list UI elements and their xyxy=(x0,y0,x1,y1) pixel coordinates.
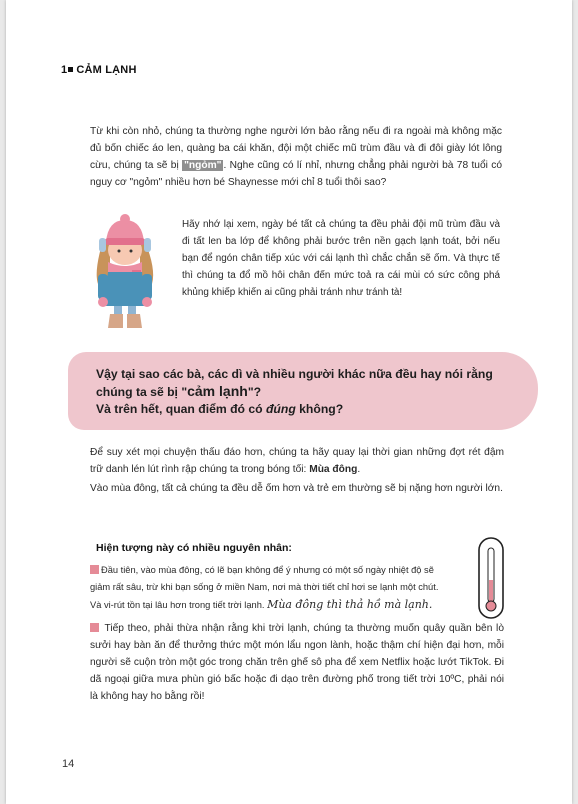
thermometer-icon xyxy=(476,536,506,620)
callout-line-1: Vậy tại sao các bà, các dì và nhiều người khác nữa đều hay nói rằng xyxy=(96,367,493,381)
cause-second: Tiếp theo, phải thừa nhận rằng khi trời lạnh, chúng ta thường muốn quây quần bên lò sưởi hay bàn ăn để thưởng thức một món lẩu ngon lành, hoặc thậm chí hiện đại hơn, mỗi người sẽ cuộn tròn một góc trong chăn trên ghế sô pha để xem Netflix hoặc lướt TikTok. Đi dã ngoại giữa mưa phùn gió bấc hoặc đi dạo trên đường phố trong tiết trời 10ºC, phải nói là không hay ho bằng rồi! xyxy=(90,623,504,702)
handwritten-note: Mùa đông thì thả hồ mà lạnh. xyxy=(267,598,433,611)
causes-heading: Hiện tượng này có nhiều nguyên nhân: xyxy=(96,542,292,554)
chapter-number: 1 xyxy=(61,64,68,76)
second-paragraph: Hãy nhớ lại xem, ngày bé tất cả chúng ta đều phải đội mũ trùm đầu và đi tất len ba lớp để không phải bước trên nền gạch lạnh toát, bởi nếu bạn để ngón chân tiếp xúc với cái lạnh thì chắc chắn sẽ ốm. Và thực tế thì chúng ta đổ mồ hôi chân đến mức toả ra cái mùi có sức công phá khủng khiếp khiến ai cũng phải tránh như tránh tà! xyxy=(182,219,500,298)
chapter-title: CẢM LẠNH xyxy=(76,64,137,76)
callout-question xyxy=(96,366,536,418)
paragraph-sick: Vào mùa đông, tất cả chúng ta đều dễ ốm hơn và trẻ em thường sẽ bị nặng hơn người lớn. xyxy=(90,483,503,494)
callout-emphasis: cảm lạnh xyxy=(187,383,248,399)
page-number: 14 xyxy=(62,758,75,770)
paragraph-winter: Để suy xét mọi chuyện thấu đáo hơn, chúng ta hãy quay lại thời gian những đợt rét đậm trữ danh lén lút rình rập chúng ta trong bóng tối: Mùa đông. xyxy=(90,447,504,475)
cause-first: Đầu tiên, vào mùa đông, có lẽ bạn không để ý nhưng có một số ngày nhiệt độ sẽ giảm rất sâu, trừ khi bạn sống ở miền Nam, nơi mà thời tiết chỉ hơi se lạnh một chút. Và vi-rút tồn tại lâu hơn trong tiết trời lạnh. Mùa đông thì thả hồ mà lạnh. xyxy=(90,565,439,611)
chapter-heading xyxy=(61,64,137,76)
winter-bold: Mùa đông xyxy=(309,464,358,475)
pink-bullet-icon xyxy=(90,623,99,632)
intro-paragraph xyxy=(90,123,502,191)
intro-text: Từ khi còn nhỏ, chúng ta thường nghe người lớn bảo rằng nếu đi ra ngoài mà không mặc đủ bốn chiếc áo len, quàng ba cái khăn, đội một chiếc mũ trùm đầu và đi đôi giày lót lông cừu, chúng ta sẽ bị xyxy=(90,126,502,171)
book-page xyxy=(6,0,572,804)
square-bullet-icon xyxy=(68,67,73,72)
highlighted-word: "ngỏm" xyxy=(184,160,222,171)
callout-italic-word: đúng xyxy=(265,402,296,416)
callout-line-2: chúng ta sẽ bị "cảm lạnh"? xyxy=(96,383,262,399)
intro-text-cont: . Nghe cũng có lí nhỉ, nhưng chẳng phải người bà 78 tuổi có nguy cơ "ngỏm" nhiều hơn bé Shaynesse mới chỉ 8 tuổi thôi sao? xyxy=(90,160,502,188)
callout-line-3: Và trên hết, quan điểm đó có đúng không? xyxy=(96,402,344,416)
pink-bullet-icon xyxy=(90,565,99,574)
girl-illustration xyxy=(90,214,162,330)
